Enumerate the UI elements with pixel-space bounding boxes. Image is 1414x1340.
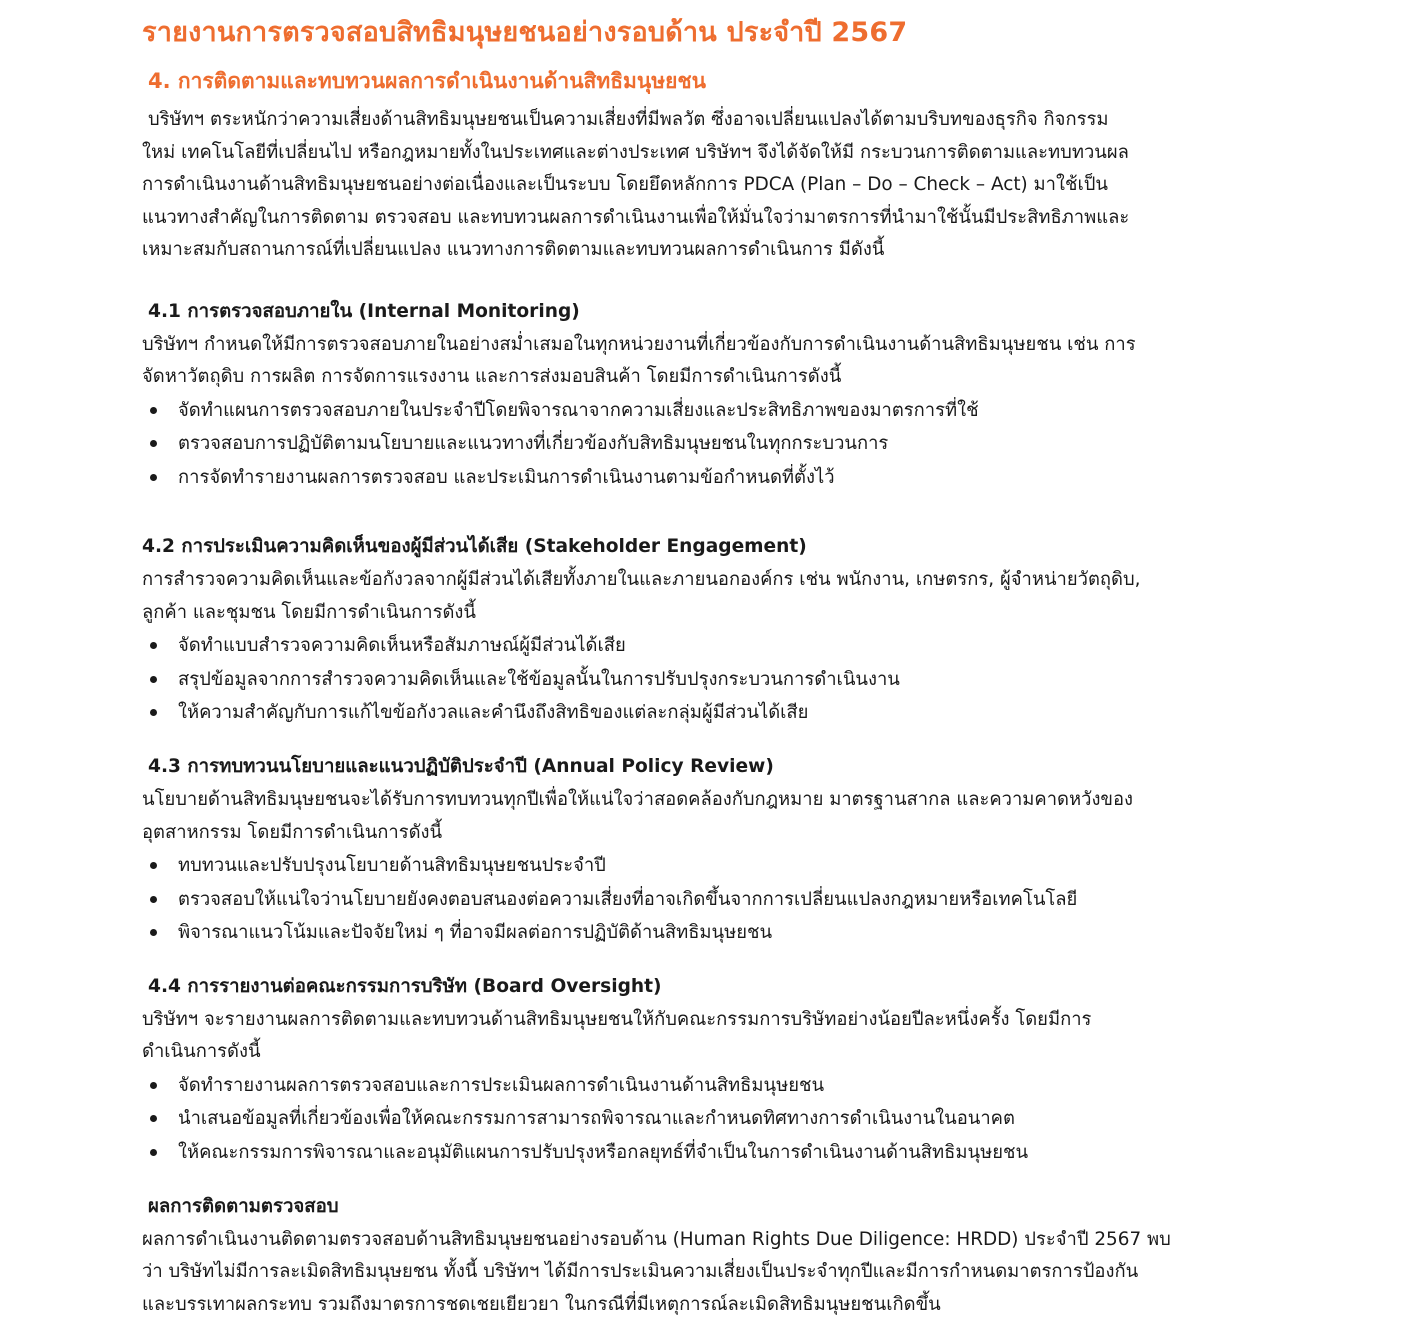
intro-line: เหมาะสมกับสถานการณ์ที่เปลี่ยนแปลง แนวทางการติดตามและทบทวนผลการดำเนินการ มีดังนี้ [142,239,885,260]
list-item [142,883,1272,917]
subsection-desc-line: ลูกค้า และชุมชน โดยมีการดำเนินการดังนี้ [142,601,476,623]
bullet-list [142,394,1272,495]
intro-line: ใหม่ เทคโนโลยีที่เปลี่ยนไป หรือกฎหมายทั้งในประเทศและต่างประเทศ บริษัทฯ จึงได้จัดให้มี กระบวนการติดตามและทบทวนผล [142,141,1129,163]
subsection-desc-line: อุตสาหกรรม โดยมีการดำเนินการดังนี้ [142,821,443,843]
monitoring-results [142,1190,1272,1322]
document-title: รายงานการตรวจสอบสิทธิมนุษยชนอย่างรอบด้าน ประจำปี 2567 [142,17,908,48]
subsection-stakeholder-engagement [142,530,1272,730]
list-item-text: พิจารณาแนวโน้มและปัจจัยใหม่ ๆ ที่อาจมีผลต่อการปฏิบัติด้านสิทธิมนุษยชน [178,922,773,944]
bullet-list [142,629,1272,730]
bullet-icon [150,407,157,414]
subsection-desc-line: บริษัทฯ กำหนดให้มีการตรวจสอบภายในอย่างสม่ำเสมอในทุกหน่วยงานที่เกี่ยวข้องกับการดำเนินงานด้านสิทธิมนุษยชน เช่น การ [142,333,1136,355]
list-item-text: การจัดทำรายงานผลการตรวจสอบ และประเมินการดำเนินงานตามข้อกำหนดที่ตั้งไว้ [178,466,835,488]
list-item [142,849,1272,883]
list-item-text: ตรวจสอบการปฏิบัติตามนโยบายและแนวทางที่เกี่ยวข้องกับสิทธิมนุษยชนในทุกกระบวนการ [178,433,889,455]
bullet-list [142,849,1272,950]
section-title: 4. การติดตามและทบทวนผลการดำเนินงานด้านสิทธิมนุษยชน [148,69,706,93]
list-item-text: จัดทำแบบสำรวจความคิดเห็นหรือสัมภาษณ์ผู้มีส่วนได้เสีย [178,635,626,657]
list-item [142,1102,1272,1136]
bullet-icon [150,1149,157,1156]
list-item [142,461,1272,495]
bullet-icon [150,1115,157,1122]
list-item-text: ให้คณะกรรมการพิจารณาและอนุมัติแผนการปรับปรุงหรือกลยุทธ์ที่จำเป็นในการดำเนินงานด้านสิทธิมนุษยชน [178,1142,1029,1164]
bullet-list [142,1069,1272,1170]
intro-line: การดำเนินงานด้านสิทธิมนุษยชนอย่างต่อเนื่องและเป็นระบบ โดยยึดหลักการ PDCA (Plan – Do – Check – Act) มาใช้เป็น [142,174,1108,195]
list-item-text: จัดทำรายงานผลการตรวจสอบและการประเมินผลการดำเนินงานด้านสิทธิมนุษยชน [178,1074,825,1096]
subsection-board-oversight [142,970,1272,1170]
subsection-desc-line: การสำรวจความคิดเห็นและข้อกังวลจากผู้มีส่วนได้เสียทั้งภายในและภายนอกองค์กร เช่น พนักงาน, เกษตรกร, ผู้จำหน่ายวัตถุดิบ, [142,569,1141,591]
list-item [142,427,1272,461]
subsection-desc-line: จัดหาวัตถุดิบ การผลิต การจัดการแรงงาน และการส่งมอบสินค้า โดยมีการดำเนินการดังนี้ [142,366,842,387]
subsection-title: 4.1 การตรวจสอบภายใน (Internal Monitoring) [148,300,580,322]
subsection-annual-policy-review [142,750,1272,950]
subsection-internal-monitoring [142,295,1272,495]
subsection-desc-line: ดำเนินการดังนี้ [142,1041,261,1063]
list-item [142,394,1272,428]
subsection-title: 4.4 การรายงานต่อคณะกรรมการบริษัท (Board Oversight) [148,975,662,997]
list-item [142,1136,1272,1170]
intro-line: บริษัทฯ ตระหนักว่าความเสี่ยงด้านสิทธิมนุษยชนเป็นความเสี่ยงที่มีพลวัต ซึ่งอาจเปลี่ยนแปลงได้ตามบริบทของธุรกิจ กิจกรรม [148,109,1109,130]
intro-paragraph [142,104,1272,267]
bullet-icon [150,676,157,683]
list-item [142,1069,1272,1103]
list-item-text: นำเสนอข้อมูลที่เกี่ยวข้องเพื่อให้คณะกรรมการสามารถพิจารณาและกำหนดทิศทางการดำเนินงานในอนาคต [178,1108,1015,1130]
bullet-icon [150,929,157,936]
subsection-title: 4.2 การประเมินความคิดเห็นของผู้มีส่วนได้เสีย (Stakeholder Engagement) [142,536,807,558]
list-item [142,916,1272,950]
bullet-icon [150,474,157,481]
list-item [142,696,1272,730]
intro-line: แนวทางสำคัญในการติดตาม ตรวจสอบ และทบทวนผลการดำเนินงานเพื่อให้มั่นใจว่ามาตรการที่นำมาใช้นั้นมีประสิทธิภาพและ [142,206,1130,228]
subsection-title: 4.3 การทบทวนนโยบายและแนวปฏิบัติประจำปี (Annual Policy Review) [148,756,774,778]
list-item [142,629,1272,663]
results-line: และบรรเทาผลกระทบ รวมถึงมาตรการชดเชยเยียวยา ในกรณีที่มีเหตุการณ์ละเมิดสิทธิมนุษยชนเกิดขึ้น [142,1293,941,1315]
bullet-icon [150,896,157,903]
bullet-icon [150,1082,157,1089]
results-line: ว่า บริษัทไม่มีการละเมิดสิทธิมนุษยชน ทั้งนี้ บริษัทฯ ได้มีการประเมินความเสี่ยงเป็นประจำทุกปีและมีการกำหนดมาตรการป้องกัน [142,1261,1139,1283]
bullet-icon [150,440,157,447]
list-item-text: ทบทวนและปรับปรุงนโยบายด้านสิทธิมนุษยชนประจำปี [178,855,606,877]
bullet-icon [150,642,157,649]
list-item-text: สรุปข้อมูลจากการสำรวจความคิดเห็นและใช้ข้อมูลนั้นในการปรับปรุงกระบวนการดำเนินงาน [178,668,900,690]
bullet-icon [150,862,157,869]
list-item-text: ตรวจสอบให้แน่ใจว่านโยบายยังคงตอบสนองต่อความเสี่ยงที่อาจเกิดขึ้นจากการเปลี่ยนแปลงกฎหมายหรือเทคโนโลยี [178,888,1078,910]
subsection-desc-line: บริษัทฯ จะรายงานผลการติดตามและทบทวนด้านสิทธิมนุษยชนให้กับคณะกรรมการบริษัทอย่างน้อยปีละหนึ่งครั้ง โดยมีการ [142,1008,1092,1030]
subsection-desc-line: นโยบายด้านสิทธิมนุษยชนจะได้รับการทบทวนทุกปีเพื่อให้แน่ใจว่าสอดคล้องกับกฎหมาย มาตรฐานสากล และความคาดหวังของ [142,789,1134,811]
results-title: ผลการติดตามตรวจสอบ [148,1195,339,1217]
results-line: ผลการดำเนินงานติดตามตรวจสอบด้านสิทธิมนุษยชนอย่างรอบด้าน (Human Rights Due Diligence: HRDD) ประจำปี 2567 พบ [142,1228,1171,1250]
list-item-text: ให้ความสำคัญกับการแก้ไขข้อกังวลและคำนึงถึงสิทธิของแต่ละกลุ่มผู้มีส่วนได้เสีย [178,702,809,724]
list-item [142,663,1272,697]
bullet-icon [150,709,157,716]
list-item-text: จัดทำแผนการตรวจสอบภายในประจำปีโดยพิจารณาจากความเสี่ยงและประสิทธิภาพของมาตรการที่ใช้ [178,399,979,421]
